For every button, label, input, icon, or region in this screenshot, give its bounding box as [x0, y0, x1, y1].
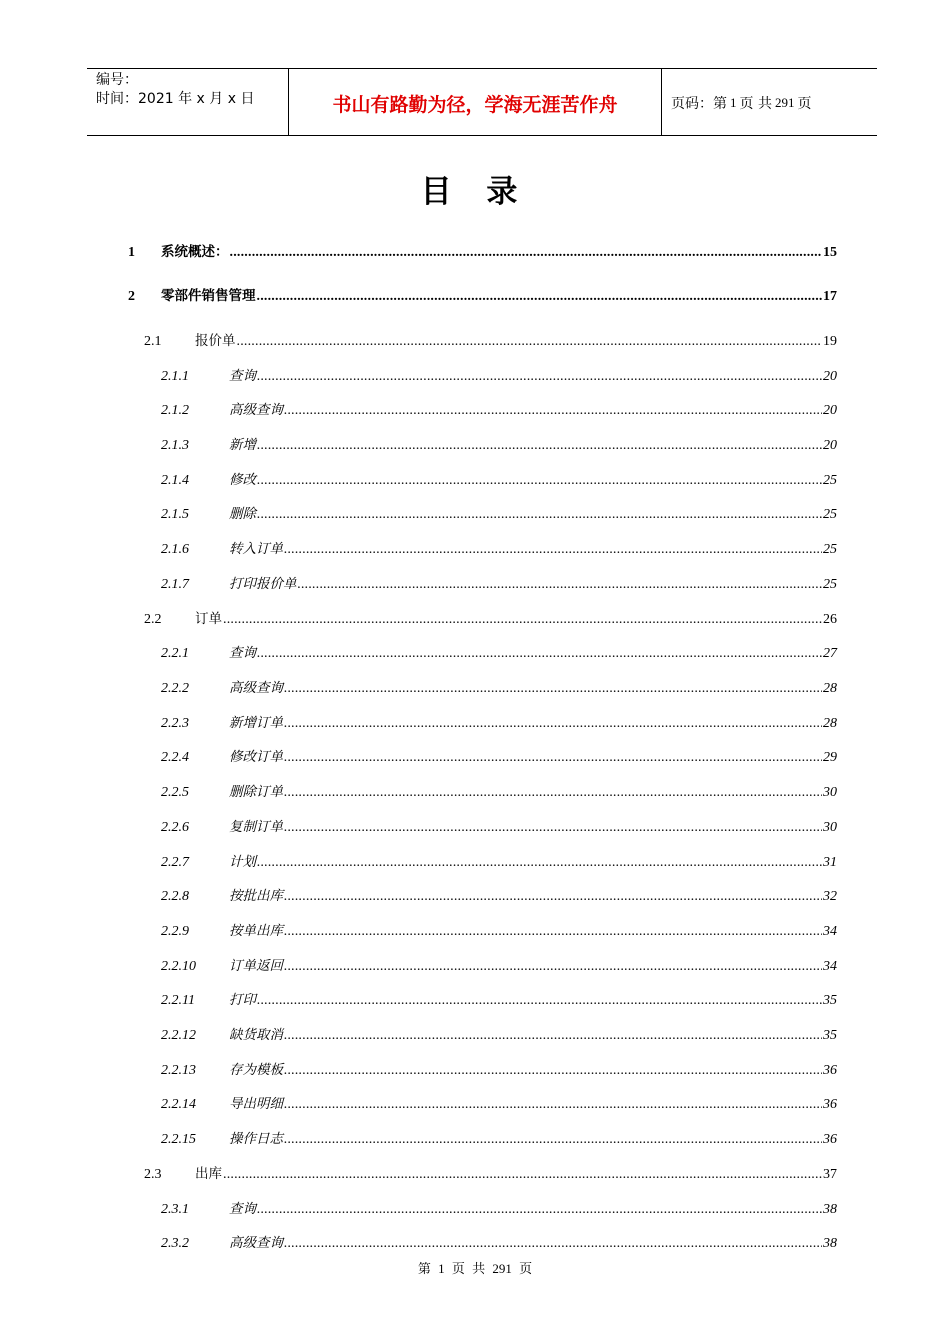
toc-dot-leader: [257, 1199, 822, 1221]
toc-entry[interactable]: [161, 642, 837, 664]
toc-dot-leader: [223, 1164, 822, 1186]
toc-entry-label: 转入订单: [229, 541, 283, 557]
toc-entry-number: 2.3: [144, 1167, 162, 1182]
toc-entry-label: 出库: [195, 1166, 222, 1182]
toc-entry-number: 2.2.15: [161, 1132, 196, 1147]
toc-entry[interactable]: [161, 677, 837, 699]
page-footer: [0, 1258, 950, 1277]
page-suffix: 页: [797, 96, 812, 112]
toc-entry-page: 34: [823, 959, 837, 974]
toc-entry-label: 存为模板: [229, 1062, 283, 1078]
toc-entry-number: 2.2.1: [161, 646, 189, 661]
toc-entry[interactable]: [161, 816, 837, 838]
toc-entry-page: 37: [823, 1167, 837, 1182]
toc-entry[interactable]: [161, 920, 837, 942]
toc-entry[interactable]: [161, 503, 837, 525]
toc-entry-label: 删除: [229, 506, 256, 522]
toc-entry-number: 2.2.13: [161, 1063, 196, 1078]
page-prefix: 页码：第: [671, 96, 727, 112]
toc-entry-page: 30: [823, 785, 837, 800]
toc-dot-leader: [284, 713, 822, 735]
toc-dot-leader: [284, 956, 822, 978]
toc-entry[interactable]: [161, 1093, 837, 1115]
toc-entry-label: 查询: [229, 368, 256, 384]
toc-dot-leader: [230, 242, 823, 264]
toc-entry-number: 2.2.3: [161, 716, 189, 731]
footer-current: 1: [438, 1261, 445, 1276]
toc-dot-leader: [284, 539, 822, 561]
toc-entry-page: 38: [823, 1236, 837, 1251]
toc-entry[interactable]: [161, 885, 837, 907]
toc-entry-number: 2.1.6: [161, 542, 189, 557]
header-meta: [87, 69, 288, 135]
toc-entry-page: 29: [823, 750, 837, 765]
toc-entry-page: 15: [823, 245, 837, 260]
toc-entry-label: 删除订单: [229, 784, 283, 800]
toc-entry-page: 36: [823, 1063, 837, 1078]
toc-entry[interactable]: [128, 285, 837, 307]
toc-entry[interactable]: [161, 781, 837, 803]
toc-entry[interactable]: [161, 1128, 837, 1150]
footer-suffix: 页: [519, 1261, 533, 1276]
toc-dot-leader: [257, 366, 822, 388]
toc-entry[interactable]: [161, 1059, 837, 1081]
toc-dot-leader: [284, 1233, 822, 1255]
toc-entry[interactable]: [161, 746, 837, 768]
toc-entry-page: 36: [823, 1097, 837, 1112]
toc-dot-leader: [284, 1060, 822, 1082]
toc-entry[interactable]: [128, 241, 837, 263]
toc-entry-number: 2.2.5: [161, 785, 189, 800]
toc-entry-number: 2.2: [144, 612, 162, 627]
toc-entry[interactable]: [161, 955, 837, 977]
toc-dot-leader: [237, 331, 823, 353]
toc-entry-label: 查询: [229, 645, 256, 661]
toc-entry-page: 38: [823, 1202, 837, 1217]
toc-entry-label: 新增: [229, 437, 256, 453]
toc-entry-label: 按单出库: [229, 923, 283, 939]
toc-entry[interactable]: [161, 538, 837, 560]
toc-dot-leader: [284, 1129, 822, 1151]
toc-dot-leader: [284, 817, 822, 839]
toc-entry-page: 25: [823, 577, 837, 592]
toc-entry-number: 2.3.2: [161, 1236, 189, 1251]
toc-entry-page: 19: [823, 334, 837, 349]
toc-entry-number: 2.1.2: [161, 403, 189, 418]
toc-dot-leader: [257, 286, 823, 308]
toc-dot-leader: [284, 400, 822, 422]
toc-entry-number: 2.2.12: [161, 1028, 196, 1043]
toc-dot-leader: [257, 504, 822, 526]
toc-entry[interactable]: [161, 365, 837, 387]
toc-entry[interactable]: [161, 434, 837, 456]
toc-entry-label: 缺货取消: [229, 1027, 283, 1043]
toc-entry-number: 2.2.14: [161, 1097, 196, 1112]
page-current: 1: [730, 95, 737, 110]
toc-entry-page: 20: [823, 369, 837, 384]
toc-entry-number: 2.2.6: [161, 820, 189, 835]
toc-entry-page: 27: [823, 646, 837, 661]
toc-entry-label: 高级查询: [229, 402, 283, 418]
toc-entry-number: 2.2.4: [161, 750, 189, 765]
toc-entry-number: 2.2.2: [161, 681, 189, 696]
toc-entry-number: 2.2.7: [161, 855, 189, 870]
toc-entry[interactable]: [161, 989, 837, 1011]
toc-entry[interactable]: [161, 712, 837, 734]
toc-entry[interactable]: [161, 851, 837, 873]
page-title: 目 录: [420, 174, 530, 210]
toc-dot-leader: [284, 1094, 822, 1116]
toc-dot-leader: [223, 609, 822, 631]
header-date: 时间：2021 年 x 月 x 日: [96, 91, 255, 107]
toc-entry-label: 按批出库: [229, 888, 283, 904]
toc-entry-label: 新增订单: [229, 715, 283, 731]
toc-entry-number: 2.1.7: [161, 577, 189, 592]
footer-prefix: 第: [417, 1261, 431, 1276]
toc-entry-page: 28: [823, 681, 837, 696]
footer-total: 291: [492, 1261, 512, 1276]
toc-entry-label: 高级查询: [229, 1235, 283, 1251]
toc-entry-page: 32: [823, 889, 837, 904]
toc-dot-leader: [257, 470, 822, 492]
page-total: 291: [774, 95, 795, 110]
toc-dot-leader: [257, 990, 822, 1012]
toc-entry-label: 打印报价单: [229, 576, 297, 592]
toc-entry-page: 31: [823, 855, 837, 870]
toc-entry[interactable]: [161, 1024, 837, 1046]
toc-entry-number: 2: [128, 289, 135, 304]
toc-dot-leader: [284, 747, 822, 769]
toc-entry-page: 35: [823, 993, 837, 1008]
toc-entry-page: 28: [823, 716, 837, 731]
toc-entry-number: 2.2.9: [161, 924, 189, 939]
toc-entry-label: 修改订单: [229, 749, 283, 765]
toc-entry-label: 订单: [195, 611, 222, 627]
page-header: [87, 68, 877, 136]
toc-entry[interactable]: [161, 399, 837, 421]
toc-entry-number: 2.2.10: [161, 959, 196, 974]
toc-entry-number: 2.2.8: [161, 889, 189, 904]
toc-entry-number: 1: [128, 245, 135, 260]
toc-entry-number: 2.1: [144, 334, 162, 349]
toc-entry-label: 订单返回: [229, 958, 283, 974]
footer-mid: 页 共: [451, 1261, 486, 1276]
toc-entry-page: 35: [823, 1028, 837, 1043]
toc-dot-leader: [284, 1025, 822, 1047]
toc-entry-number: 2.2.11: [161, 993, 195, 1008]
toc-entry-number: 2.1.3: [161, 438, 189, 453]
toc-entry[interactable]: [144, 330, 837, 352]
toc-dot-leader: [284, 782, 822, 804]
toc-dot-leader: [284, 678, 822, 700]
toc-entry-page: 17: [823, 289, 837, 304]
toc-dot-leader: [257, 852, 822, 874]
toc-entry[interactable]: [161, 469, 837, 491]
toc-entry[interactable]: [144, 1163, 837, 1185]
toc-entry-label: 计划: [229, 854, 256, 870]
toc-entry-number: 2.1.4: [161, 473, 189, 488]
toc-entry-number: 2.3.1: [161, 1202, 189, 1217]
header-page-number: [662, 69, 877, 135]
toc-entry-label: 报价单: [195, 333, 236, 349]
toc-entry-page: 30: [823, 820, 837, 835]
toc-entry-label: 导出明细: [229, 1096, 283, 1112]
toc-entry-label: 打印: [229, 992, 256, 1008]
toc-entry-page: 26: [823, 612, 837, 627]
toc-entry-page: 36: [823, 1132, 837, 1147]
toc-entry-page: 34: [823, 924, 837, 939]
toc-dot-leader: [284, 921, 822, 943]
toc-dot-leader: [284, 886, 822, 908]
toc-entry-number: 2.1.5: [161, 507, 189, 522]
toc-entry[interactable]: [161, 1232, 837, 1254]
toc-dot-leader: [257, 435, 822, 457]
toc-entry-label: 操作日志: [229, 1131, 283, 1147]
toc-entry-label: 查询: [229, 1201, 256, 1217]
page-mid: 页 共: [739, 96, 772, 112]
toc-entry-page: 20: [823, 438, 837, 453]
toc-entry[interactable]: [161, 573, 837, 595]
toc-entry[interactable]: [161, 1198, 837, 1220]
header-serial: 编号：: [96, 72, 138, 88]
header-motto: 书山有路勤为径，学海无涯苦作舟: [288, 69, 662, 135]
toc-entry-label: 零部件销售管理: [161, 288, 256, 304]
toc-entry-label: 高级查询: [229, 680, 283, 696]
toc-entry-label: 修改: [229, 472, 256, 488]
toc-dot-leader: [257, 643, 822, 665]
toc-dot-leader: [298, 574, 823, 596]
toc-entry-number: 2.1.1: [161, 369, 189, 384]
toc-entry-label: 系统概述：: [161, 244, 229, 260]
toc-entry-page: 25: [823, 542, 837, 557]
toc-entry[interactable]: [144, 608, 837, 630]
toc-entry-label: 复制订单: [229, 819, 283, 835]
toc-entry-page: 25: [823, 473, 837, 488]
toc-entry-page: 25: [823, 507, 837, 522]
toc-entry-page: 20: [823, 403, 837, 418]
